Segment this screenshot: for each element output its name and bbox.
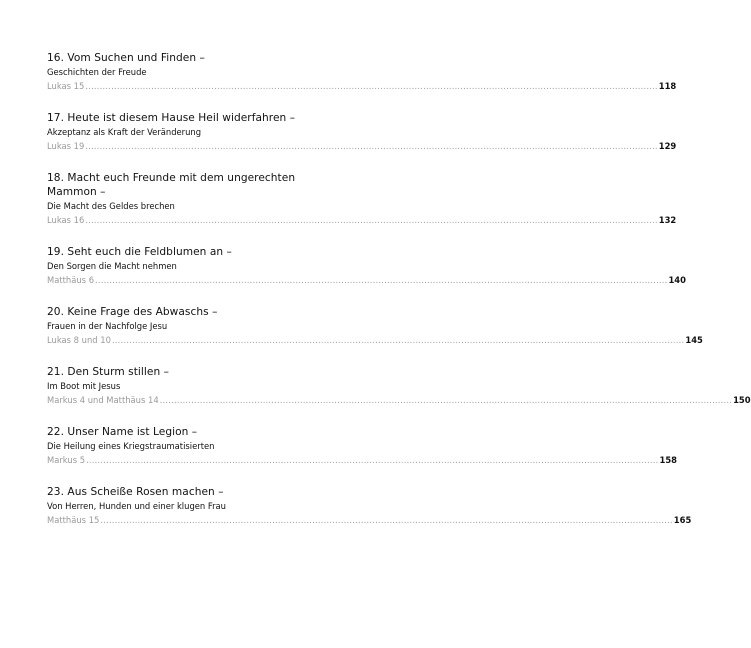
dot-leader: ........................................................................................................................................................................................................ [85,141,658,151]
chapter-reference-line [47,140,677,152]
chapter-reference-line [47,514,692,526]
chapter-subtitle: Im Boot mit Jesus [47,381,121,391]
toc-entry [47,365,751,406]
chapter-title: 20. Keine Frage des Abwaschs – [47,306,218,318]
bible-reference: Matthäus 15 [47,515,100,525]
chapter-subtitle: Den Sorgen die Macht nehmen [47,261,177,271]
dot-leader: ........................................................................................................................................................................................................ [95,275,668,285]
chapter-reference-line [47,334,703,346]
chapter-title: 18. Macht euch Freunde mit dem ungerechten Mammon – [47,172,296,198]
page-number: 132 [658,215,677,225]
dot-leader: ........................................................................................................................................................................................................ [159,395,733,405]
bible-reference: Lukas 8 und 10 [47,335,111,345]
dot-leader: ........................................................................................................................................................................................................ [85,215,658,225]
chapter-title: 19. Seht euch die Feldblumen an – [47,246,232,258]
bible-reference: Lukas 19 [47,141,85,151]
dot-leader: ........................................................................................................................................................................................................ [111,335,685,345]
toc-entry [47,485,692,526]
page-number: 140 [668,275,686,285]
chapter-title: 23. Aus Scheiße Rosen machen – [47,486,224,498]
dot-leader: ........................................................................................................................................................................................................ [86,455,659,465]
table-of-contents [47,51,751,526]
toc-entry [47,305,703,346]
bible-reference: Lukas 15 [47,81,85,91]
page-number: 129 [658,141,677,151]
page-number: 165 [673,515,692,525]
toc-entry [47,111,677,152]
toc-entry [47,171,677,226]
toc-entry [47,425,677,466]
dot-leader: ........................................................................................................................................................................................................ [100,515,673,525]
chapter-subtitle: Geschichten der Freude [47,67,147,77]
bible-reference: Matthäus 6 [47,275,95,285]
chapter-subtitle: Akzeptanz als Kraft der Veränderung [47,127,202,137]
chapter-subtitle: Von Herren, Hunden und einer klugen Frau [47,501,226,511]
bible-reference: Markus 4 und Matthäus 14 [47,395,159,405]
chapter-subtitle: Frauen in der Nachfolge Jesu [47,321,168,331]
chapter-subtitle: Die Heilung eines Kriegstraumatisierten [47,441,215,451]
chapter-title: 22. Unser Name ist Legion – [47,426,198,438]
toc-entry [47,245,686,286]
toc-entry [47,51,677,92]
page-number: 118 [658,81,677,91]
chapter-reference-line [47,80,677,92]
dot-leader: ........................................................................................................................................................................................................ [85,81,658,91]
chapter-reference-line [47,394,751,406]
chapter-title: 16. Vom Suchen und Finden – [47,52,205,64]
bible-reference: Lukas 16 [47,215,85,225]
page-number: 150 [733,395,751,405]
page-number: 158 [659,455,677,465]
chapter-reference-line [47,454,677,466]
chapter-title: 17. Heute ist diesem Hause Heil widerfahren – [47,112,296,124]
bible-reference: Markus 5 [47,455,86,465]
chapter-title: 21. Den Sturm stillen – [47,366,169,378]
chapter-reference-line [47,274,686,286]
page-number: 145 [685,335,703,345]
chapter-reference-line [47,214,677,226]
chapter-subtitle: Die Macht des Geldes brechen [47,201,175,211]
